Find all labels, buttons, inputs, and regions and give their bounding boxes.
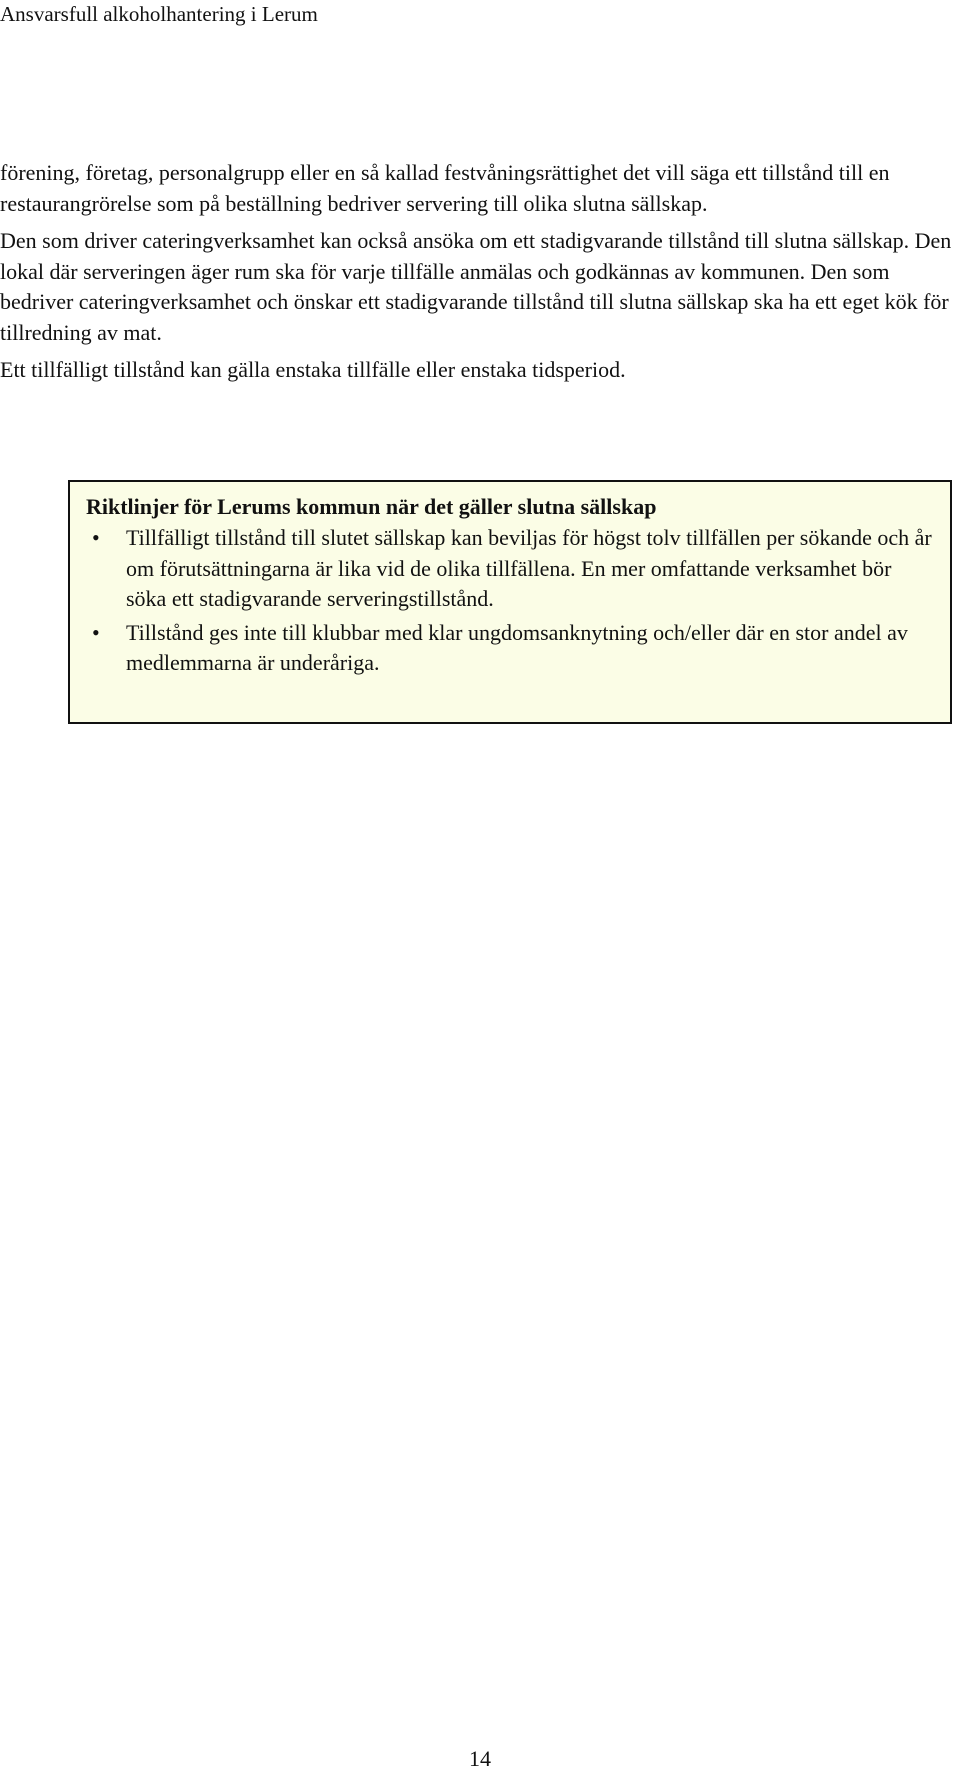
running-header: Ansvarsfull alkoholhantering i Lerum [0, 2, 318, 26]
guidelines-list [86, 523, 936, 679]
paragraph: Ett tillfälligt tillstånd kan gälla enstaka tillfälle eller enstaka tidsperiod. [0, 357, 626, 382]
paragraph: förening, företag, personalgrupp eller en så kallad festvåningsrättighet det vill säga ett tillstånd till en restaurangrörelse som på beställning bedriver servering till olika slutna sällskap. [0, 160, 890, 216]
list-item-text: Tillstånd ges inte till klubbar med klar ungdomsanknytning och/eller där en stor andel av medlemmarna är underåriga. [126, 619, 908, 675]
list-item [86, 618, 936, 679]
paragraph: Den som driver cateringverksamhet kan också ansöka om ett stadigvarande tillstånd till slutna sällskap. Den lokal där serveringen äger rum ska för varje tillfälle anmälas och godkännas av kommunen. Den som bedriver cateringverksamhet och önskar ett stadigvarande tillstånd till slutna sällskap ska ha ett eget kök för tillredning av mat. [0, 228, 952, 345]
list-item [86, 523, 936, 615]
bullet-icon: • [92, 619, 100, 645]
bullet-icon: • [92, 525, 100, 550]
page-number: 14 [469, 1746, 491, 1771]
body-text [0, 158, 958, 393]
guidelines-box [68, 480, 952, 724]
list-item-text: Tillfälligt tillstånd till slutet sällskap kan beviljas för högst tolv tillfällen per sökande och år om förutsättningarna är lika vid de olika tillfällena. En mer omfattande verksamhet bör söka ett stadigvarande serveringstillstånd. [126, 525, 932, 611]
guidelines-title: Riktlinjer för Lerums kommun när det gäller slutna sällskap [86, 494, 657, 519]
